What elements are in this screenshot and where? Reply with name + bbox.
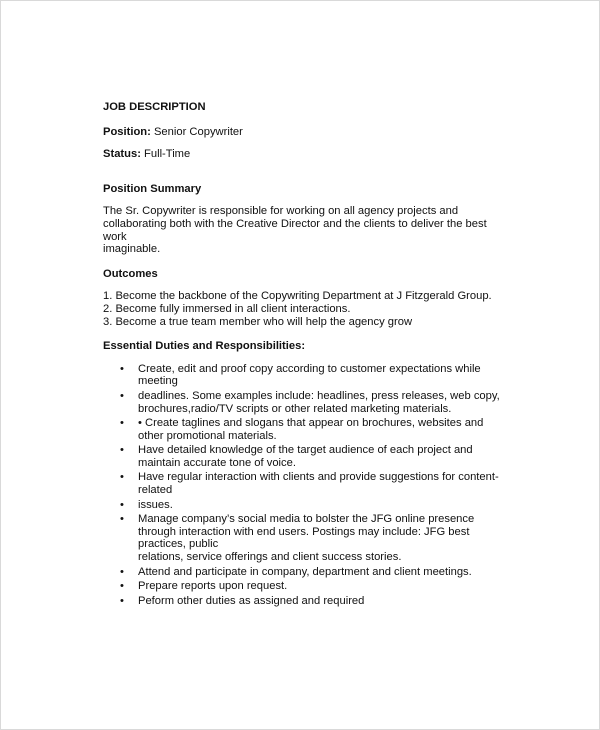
bullet-icon: •	[120, 389, 124, 402]
duty-item	[103, 390, 513, 415]
duty-line: Manage company’s social media to bolster the JFG online presence	[138, 513, 475, 526]
summary-paragraph	[103, 205, 513, 255]
duty-line: Prepare reports upon request.	[138, 580, 288, 593]
duty-line: issues.	[138, 498, 173, 511]
duty-line: Have detailed knowledge of the target audience of each project and	[138, 444, 473, 457]
duty-line: related	[138, 484, 173, 497]
summary-heading: Position Summary	[103, 182, 202, 195]
duty-item	[103, 595, 513, 608]
duty-item	[103, 513, 513, 563]
status-field	[103, 148, 513, 161]
bullet-icon: •	[120, 580, 124, 593]
bullet-icon: •	[120, 594, 124, 607]
outcome-item: 2. Become fully immersed in all client interactions.	[103, 302, 351, 315]
outcomes-list	[103, 290, 513, 328]
duty-item	[103, 417, 513, 442]
status-label: Status:	[103, 148, 141, 161]
position-value: Senior Copywriter	[150, 125, 243, 138]
bullet-icon: •	[120, 417, 124, 430]
duty-line: maintain accurate tone of voice.	[138, 456, 296, 469]
bullet-icon: •	[120, 513, 124, 526]
duty-item	[103, 580, 513, 593]
summary-line: The Sr. Copywriter is responsible for working on all agency projects and	[103, 205, 459, 218]
duty-line: Create, edit and proof copy according to customer expectations while	[138, 362, 481, 375]
duty-line: through interaction with end users. Postings may include: JFG best	[138, 525, 470, 538]
duty-line: Peform other duties as assigned and required	[138, 594, 365, 607]
status-value: Full-Time	[140, 148, 191, 161]
summary-line: imaginable.	[103, 243, 161, 256]
duty-line: practices, public	[138, 538, 219, 551]
duty-item	[103, 471, 513, 496]
duty-line: • Create taglines and slogans that appear on brochures, websites and	[138, 417, 484, 430]
bullet-icon: •	[120, 444, 124, 457]
duty-line: meeting	[138, 375, 178, 388]
outcomes-heading: Outcomes	[103, 267, 158, 280]
duty-item	[103, 363, 513, 388]
duty-item	[103, 566, 513, 579]
bullet-icon: •	[120, 362, 124, 375]
duty-line: other promotional materials.	[138, 429, 277, 442]
document-body	[103, 101, 513, 609]
bullet-icon: •	[120, 471, 124, 484]
document-title: JOB DESCRIPTION	[103, 101, 206, 113]
summary-line: collaborating both with the Creative Director and the clients to deliver the best	[103, 217, 487, 230]
duty-item	[103, 499, 513, 512]
position-field	[103, 126, 513, 139]
duties-list	[103, 363, 513, 608]
duty-line: relations, service offerings and client success stories.	[138, 551, 402, 564]
duty-line: brochures,radio/TV scripts or other related marketing materials.	[138, 402, 452, 415]
bullet-icon: •	[120, 498, 124, 511]
summary-line: work	[103, 230, 127, 243]
duty-line: Attend and participate in company, department and client meetings.	[138, 565, 472, 578]
duty-item	[103, 444, 513, 469]
outcome-item: 3. Become a true team member who will help the agency grow	[103, 315, 413, 328]
duty-line: Have regular interaction with clients and provide suggestions for content-	[138, 471, 499, 484]
position-label: Position:	[103, 125, 151, 138]
bullet-icon: •	[120, 565, 124, 578]
duties-heading: Essential Duties and Responsibilities:	[103, 340, 306, 353]
outcome-item: 1. Become the backbone of the Copywriting Department at J Fitzgerald Group.	[103, 290, 492, 303]
duty-line: deadlines. Some examples include: headlines, press releases, web copy,	[138, 389, 500, 402]
